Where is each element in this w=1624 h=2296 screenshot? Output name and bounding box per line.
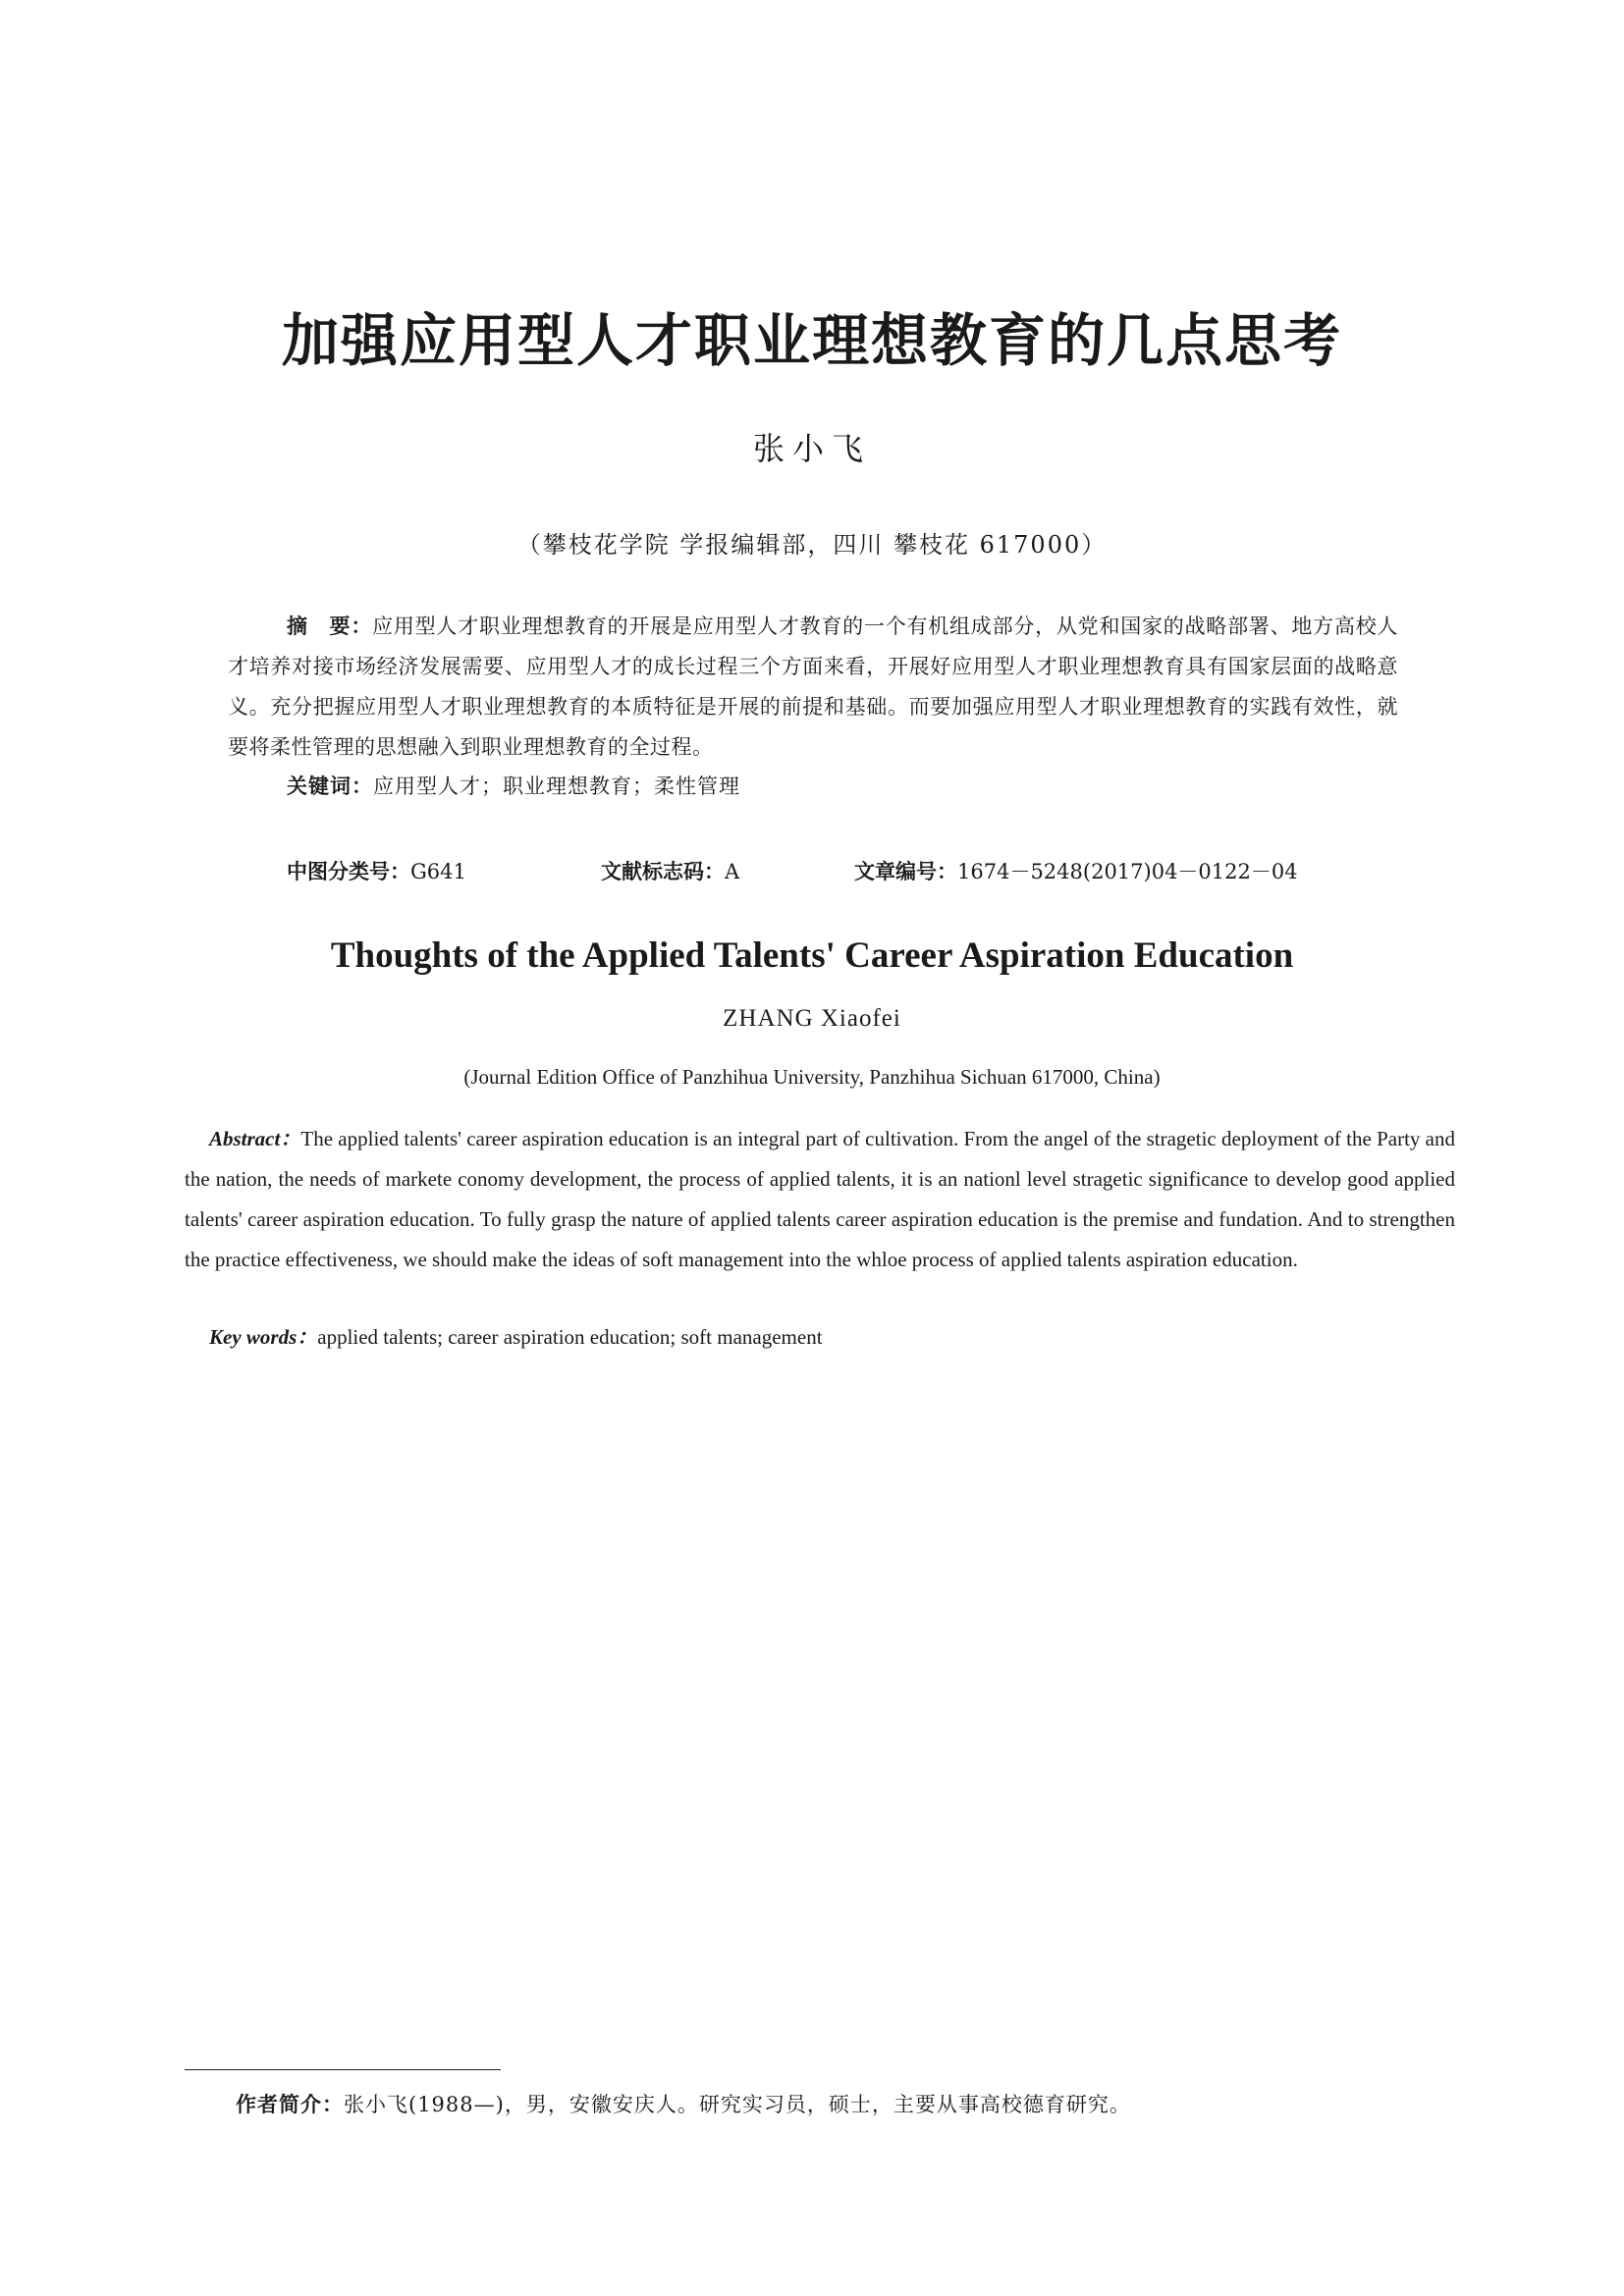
- chinese-abstract: [228, 607, 1398, 768]
- english-abstract-label: Abstract：: [209, 1127, 301, 1150]
- document-code: [601, 856, 739, 885]
- english-keywords: [209, 1321, 823, 1351]
- english-title: Thoughts of the Applied Talents' Career Aspiration Education: [330, 935, 1294, 976]
- article-number-label: 文章编号：: [854, 860, 957, 883]
- footnote-text: 张小飞(1988—)，男，安徽安庆人。研究实习员，硕士，主要从事高校德育研究。: [344, 2093, 1131, 2116]
- chinese-author: 张小飞: [752, 430, 871, 467]
- clc-label: 中图分类号：: [287, 860, 410, 883]
- chinese-keywords-label: 关键词：: [287, 774, 373, 798]
- document-code-label: 文献标志码：: [601, 860, 725, 883]
- chinese-affiliation: （攀枝花学院 学报编辑部，四川 攀枝花 617000）: [516, 531, 1108, 559]
- chinese-title: 加强应用型人才职业理想教育的几点思考: [281, 307, 1342, 374]
- clc-number: [287, 856, 466, 885]
- chinese-keywords-text: 应用型人才；职业理想教育；柔性管理: [373, 774, 740, 798]
- english-abstract: [185, 1119, 1455, 1280]
- document-code-value: A: [725, 860, 740, 883]
- classification-row: [287, 856, 1367, 885]
- english-affiliation: (Journal Edition Office of Panzhihua University, Panzhihua Sichuan 617000, China): [463, 1065, 1161, 1089]
- english-keywords-text: applied talents; career aspiration education; soft management: [317, 1325, 823, 1349]
- author-footnote: [236, 2089, 1131, 2118]
- footnote-divider: [185, 2069, 501, 2070]
- article-number-value: 1674－5248(2017)04－0122－04: [957, 860, 1298, 883]
- chinese-abstract-text: 应用型人才职业理想教育的开展是应用型人才教育的一个有机组成部分，从党和国家的战略部署、地方高校人才培养对接市场经济发展需要、应用型人才的成长过程三个方面来看，开展好应用型人才职业理想教育具有国家层面的战略意义。充分把握应用型人才职业理想教育的本质特征是开展的前提和基础。而要加强应用型人才职业理想教育的实践有效性，就要将柔性管理的思想融入到职业理想教育的全过程。: [228, 614, 1399, 759]
- footnote-label: 作者简介：: [236, 2093, 344, 2116]
- chinese-keywords: [287, 771, 740, 800]
- article-number: [854, 856, 1298, 885]
- english-keywords-label: Key words：: [209, 1325, 318, 1349]
- clc-value: G641: [410, 860, 466, 883]
- chinese-abstract-label: 摘 要：: [287, 614, 373, 638]
- english-author: ZHANG Xiaofei: [723, 1005, 901, 1032]
- english-abstract-text: The applied talents' career aspiration education is an integral part of cultivation. From the angel of the stragetic deployment of the Party and the nation, the needs of markete conomy development, the process of applied talents, it is an nationl level stragetic significance to develop good applied talents' career aspiration education. To fully grasp the nature of applied talents career aspiration education is the premise and fundation. And to strengthen the practice effectiveness, we should make the ideas of soft management into the whloe process of applied talents aspiration education.: [185, 1127, 1455, 1271]
